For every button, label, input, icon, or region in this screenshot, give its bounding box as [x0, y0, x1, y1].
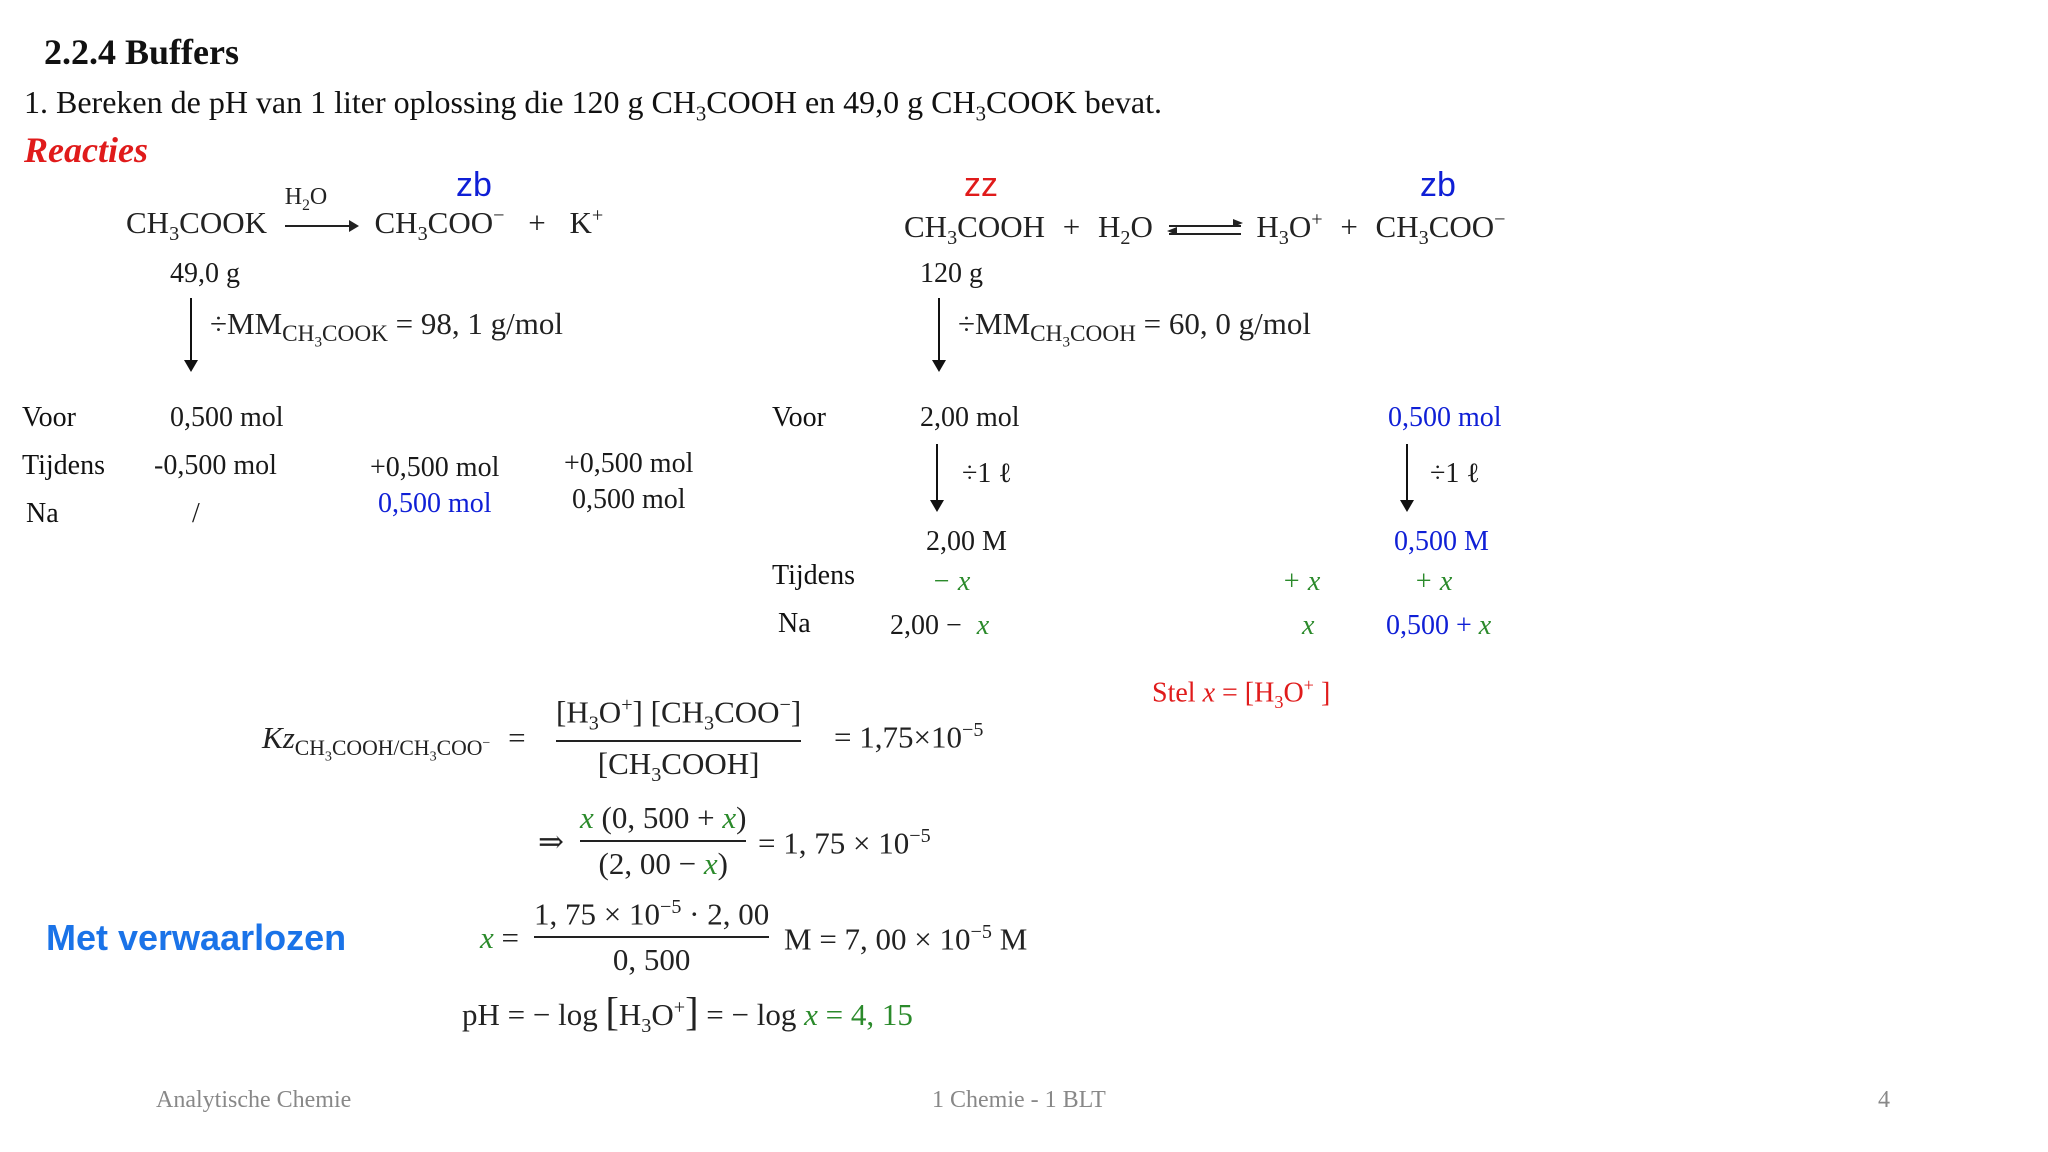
right-row-tijdens: Tijdens	[772, 560, 856, 591]
right-div-acid: ÷1 ℓ	[962, 458, 1012, 489]
left-row-voor: Voor	[22, 402, 76, 433]
kz-exp: −5	[961, 719, 984, 741]
down-arrow-icon	[938, 298, 940, 362]
ph-mid: = − log	[706, 997, 797, 1032]
kz-label: $Kz_{CH_3COOH/CH_3COO^-}$ =	[262, 720, 526, 765]
question-part-1: 1. Bereken de pH van 1 liter oplossing die 120 g CH	[24, 84, 696, 120]
right-na-base	[1386, 612, 1491, 640]
ph-result: = 4, 15	[825, 997, 913, 1032]
equilibrium-arrow-icon	[1169, 220, 1241, 240]
left-product-1: $CH_3COO^-$	[374, 205, 505, 246]
right-row-na: Na	[778, 608, 811, 639]
left-reactant: $CH_3COOK$	[126, 205, 267, 246]
right-na-base-num: 0,500 +	[1386, 610, 1472, 641]
down-arrow-icon	[190, 298, 192, 362]
right-acid: $CH_3COOH$	[904, 209, 1045, 250]
step3-fraction	[534, 896, 769, 978]
section-label-reacties: Reacties	[24, 130, 148, 170]
right-zz-label: zz	[964, 166, 998, 204]
left-molar-mass: $\div MM_{CH_3COOK} = 98$, 1 g/mol	[210, 306, 563, 351]
right-na-acid-x: x	[976, 610, 990, 641]
step2-numerator: x (0, 500 + x)	[580, 800, 747, 835]
question-sub-1: 3	[695, 102, 707, 126]
footer-class: 1 Chemie - 1 BLT	[932, 1087, 1106, 1113]
left-tijdens-reactant: -0,500 mol	[154, 450, 277, 481]
step3-rhs-exp: −5	[970, 921, 992, 943]
right-hydronium: $H_3O^+$	[1256, 209, 1323, 250]
step3-numerator	[534, 896, 769, 932]
question-part-3: COOK bevat.	[986, 84, 1162, 120]
step2-exp: −5	[909, 825, 931, 847]
step3-rhs: M = 7, 00 × 10	[784, 921, 971, 957]
right-zb-label: zb	[1420, 166, 1456, 204]
step2-denominator: (2, 00 − x)	[598, 846, 728, 881]
footer-course: Analytische Chemie	[156, 1087, 352, 1113]
down-arrow-icon	[936, 444, 938, 502]
question-part-2: COOH en 49,0 g CH	[706, 84, 976, 120]
left-na-product-2: 0,500 mol	[572, 484, 686, 515]
step3-denominator: 0, 500	[612, 942, 691, 978]
left-tijdens-product-1: +0,500 mol	[370, 452, 500, 483]
step2-rhs: = 1, 75 × 10	[758, 825, 910, 861]
right-voor-base: 0,500 mol	[1388, 402, 1502, 433]
kz-value	[834, 719, 984, 755]
footer-page-number: 4	[1878, 1087, 1890, 1113]
implies-arrow: ⇒	[538, 824, 564, 859]
kz-denominator: $[CH_3COOH]$	[597, 745, 760, 786]
right-arrow-icon	[285, 225, 357, 227]
right-tijdens-h3o: + x	[1282, 566, 1321, 597]
step3-num-exp: −5	[659, 896, 682, 918]
right-conc-base: 0,500 M	[1394, 526, 1489, 557]
right-base: $CH_3COO^-$	[1375, 209, 1506, 250]
step2-value	[758, 825, 931, 861]
ph-lhs: pH = − log	[462, 997, 598, 1032]
right-na-acid-num: 2,00 −	[890, 610, 962, 641]
left-solvent-label: $H_2O$	[284, 184, 328, 215]
kz-fraction	[556, 694, 801, 787]
right-na-base-x: x	[1478, 610, 1492, 641]
right-voor-acid: 2,00 mol	[920, 402, 1020, 433]
right-reaction-equation: $CH_3COOH + H_2O$ $H_3O^+ + CH_3COO^-$	[904, 209, 1506, 250]
ph-equation: pH = − $\log [H_3O^+]$ = − log x = 4, 15	[462, 989, 913, 1038]
left-mm-value: = 98, 1 g/mol	[395, 306, 563, 341]
right-mass: 120 g	[920, 258, 983, 289]
step3-value	[784, 921, 1028, 957]
left-na-product-1: 0,500 mol	[378, 488, 492, 519]
stel-note: Stel $x = [H_3O^+$ ]	[1152, 675, 1331, 712]
kz-numerator: $[H_3O^+]$ $[CH_3COO^-]$	[556, 694, 802, 735]
left-reaction-equation: $CH_3COOK$ $H_2O$ $CH_3COO^- + K^+$	[126, 184, 604, 246]
left-tijdens-product-2: +0,500 mol	[564, 448, 694, 479]
down-arrow-icon	[1406, 444, 1408, 502]
left-reaction-arrow	[275, 184, 367, 238]
right-row-voor: Voor	[772, 402, 826, 433]
left-row-na: Na	[26, 498, 59, 529]
slide-title: 2.2.4 Buffers	[44, 32, 239, 72]
question-sub-2: 3	[975, 102, 987, 126]
right-mm-label: ÷MM	[958, 306, 1031, 341]
right-na-h3o: x	[1302, 610, 1315, 641]
left-row-tijdens: Tijdens	[22, 450, 106, 481]
step3-lhs: x =	[480, 920, 519, 955]
right-div-base: ÷1 ℓ	[1430, 458, 1480, 489]
kz-rhs: = 1,75×10	[834, 719, 962, 755]
step3-num-tail: · 2, 00	[689, 896, 770, 932]
right-molar-mass: $\div MM_{CH_3COOH} = 60$, 0 g/mol	[958, 306, 1311, 351]
left-voor-value: 0,500 mol	[170, 402, 284, 433]
met-verwaarlozen-label: Met verwaarlozen	[46, 917, 347, 958]
left-mm-label: ÷MM	[210, 306, 283, 341]
left-product-2: K+	[569, 205, 604, 241]
step3-rhs-tail: M	[999, 921, 1028, 957]
right-conc-acid: 2,00 M	[926, 526, 1007, 557]
right-water: $H_2O$	[1097, 209, 1153, 250]
left-mass: 49,0 g	[170, 258, 240, 289]
right-tijdens-acid: − x	[932, 566, 971, 597]
step2-fraction	[580, 800, 746, 882]
left-na-reactant: /	[192, 498, 200, 529]
step3-num: 1, 75 × 10	[534, 896, 660, 932]
question-text	[24, 86, 1162, 125]
right-na-acid	[890, 612, 989, 640]
left-zb-label: zb	[456, 166, 492, 204]
right-tijdens-base: + x	[1414, 566, 1453, 597]
right-mm-value: = 60, 0 g/mol	[1143, 306, 1311, 341]
